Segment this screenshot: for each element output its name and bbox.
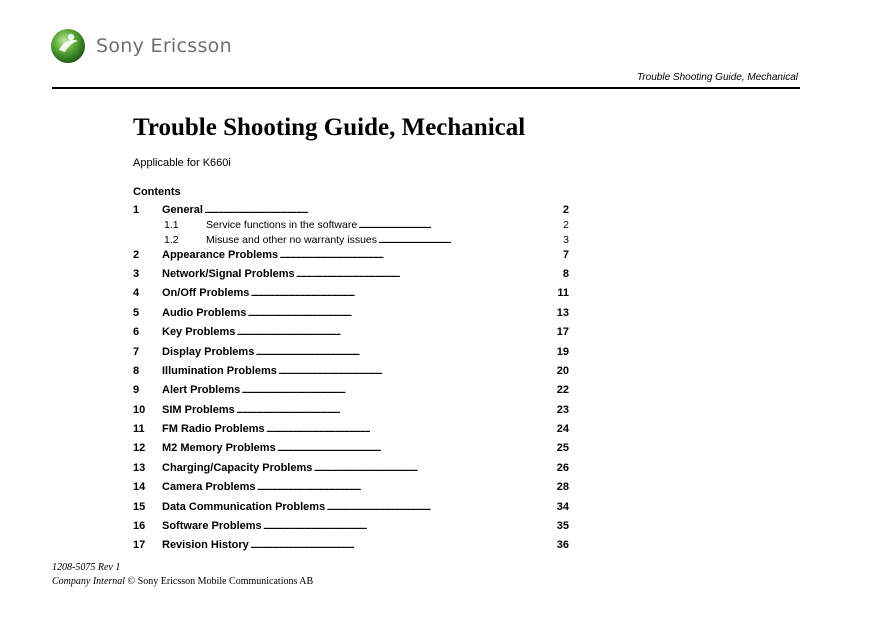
toc-entry-line [162,325,569,339]
toc-entry-number: 8 [133,364,140,377]
running-header-title: Trouble Shooting Guide, Mechanical [636,72,798,83]
toc-entry-line [162,267,569,281]
toc-dot-leader [247,306,555,320]
toc-entry-line [162,480,569,494]
header-divider [52,87,800,89]
toc-entry-number: 1.2 [164,233,179,246]
toc-entry[interactable] [133,403,569,422]
toc-entry-number: 14 [133,481,146,494]
toc-entry-title[interactable]: FM Radio Problems [162,423,265,436]
toc-entry-page[interactable]: 36 [556,539,569,552]
sony-ericsson-globe-icon [50,28,86,64]
brand-logo [50,28,232,64]
toc-entry[interactable] [133,345,569,364]
toc-entry-number: 4 [133,287,140,300]
toc-entry[interactable] [133,500,569,519]
toc-dot-leader [204,203,562,217]
toc-entry-title[interactable]: Camera Problems [162,481,256,494]
toc-dot-leader [255,345,555,359]
toc-entry-page[interactable]: 25 [556,442,569,455]
toc-entry-line [162,422,569,436]
toc-dot-leader [278,364,556,378]
toc-entry-title[interactable]: Illumination Problems [162,364,277,377]
toc-dot-leader [241,383,556,397]
toc-entry-page[interactable]: 7 [562,248,569,261]
toc-entry-title[interactable]: General [162,204,203,216]
toc-entry-page[interactable]: 3 [563,233,569,246]
toc-dot-leader [257,480,556,494]
toc-entry-title[interactable]: M2 Memory Problems [162,442,276,455]
toc-entry-page[interactable]: 26 [556,461,569,474]
toc-entry-page[interactable]: 23 [556,403,569,416]
document-subtitle: Applicable for K660i [133,157,231,169]
toc-dot-leader [236,325,555,339]
toc-entry-page[interactable]: 17 [556,326,569,339]
brand-name: Sony Ericsson [96,35,232,57]
toc-entry-page[interactable]: 19 [556,345,569,358]
toc-entry-line [162,441,569,455]
toc-entry-title[interactable]: Network/Signal Problems [162,267,295,280]
toc-entry-title[interactable]: Alert Problems [162,384,241,397]
toc-dot-leader [313,461,555,475]
toc-entry[interactable] [133,364,569,383]
toc-dot-leader [378,233,562,247]
toc-entry-number: 7 [133,345,140,358]
toc-entry[interactable] [133,461,569,480]
toc-entry-title[interactable]: SIM Problems [162,403,235,416]
contents-heading: Contents [133,186,181,198]
toc-entry-number: 16 [133,520,146,533]
toc-dot-leader [296,267,562,281]
toc-entry-number: 1.1 [164,219,179,232]
toc-entry-line [206,233,569,247]
toc-entry-line [162,383,569,397]
toc-dot-leader [236,403,556,417]
toc-dot-leader [250,286,556,300]
toc-entry-number: 13 [133,461,146,474]
toc-entry[interactable] [133,325,569,344]
toc-entry-number: 11 [133,423,145,436]
toc-entry[interactable] [133,306,569,325]
footer-company-line [52,576,313,587]
toc-entry-line [162,286,569,300]
toc-entry-number: 9 [133,384,140,397]
toc-entry-title[interactable]: Appearance Problems [162,248,279,261]
toc-entry-line [162,538,569,552]
toc-entry-line [162,248,569,262]
toc-dot-leader [277,441,556,455]
toc-entry-page[interactable]: 8 [562,267,569,280]
toc-entry[interactable] [133,233,569,248]
toc-entry-line [162,500,569,514]
toc-entry-line [162,306,569,320]
toc-dot-leader [279,248,562,262]
toc-entry-title[interactable]: Display Problems [162,345,255,358]
toc-entry-page[interactable]: 13 [556,306,569,319]
toc-entry-title[interactable]: Audio Problems [162,306,247,319]
toc-entry-title[interactable]: Charging/Capacity Problems [162,461,313,474]
toc-entry[interactable] [133,441,569,460]
table-of-contents [133,203,569,558]
toc-entry-page[interactable]: 34 [556,500,569,513]
toc-entry[interactable] [133,248,569,267]
toc-entry-page[interactable]: 2 [563,219,569,232]
document-title: Trouble Shooting Guide, Mechanical [133,114,526,141]
toc-dot-leader [263,519,556,533]
toc-entry-number: 1 [133,204,140,216]
toc-entry-number: 12 [133,442,146,455]
toc-dot-leader [358,218,562,232]
toc-entry-line [162,461,569,475]
toc-entry-title[interactable]: Data Communication Problems [162,500,326,513]
toc-entry-number: 5 [133,306,140,319]
toc-entry-line [206,218,569,232]
toc-entry-page[interactable]: 2 [562,204,569,216]
toc-entry-title[interactable]: On/Off Problems [162,287,250,300]
toc-entry[interactable] [133,538,569,557]
toc-entry-number: 3 [133,267,140,280]
toc-entry-page[interactable]: 11 [557,287,569,300]
toc-entry-number: 10 [133,403,146,416]
toc-entry[interactable] [133,267,569,286]
toc-dot-leader [326,500,556,514]
toc-entry-page[interactable]: 28 [556,481,569,494]
toc-entry[interactable] [133,519,569,538]
toc-entry-number: 15 [133,500,146,513]
toc-entry-line [162,403,569,417]
toc-entry-number: 6 [133,326,140,339]
toc-entry-title[interactable]: Misuse and other no warranty issues [206,233,377,246]
toc-entry-page[interactable]: 35 [556,520,569,533]
footer-company-internal: Company Internal [52,576,126,587]
toc-entry-number: 2 [133,248,140,261]
toc-entry-line [162,203,569,217]
toc-entry-title[interactable]: Revision History [162,539,249,552]
toc-entry-title[interactable]: Service functions in the software [206,219,358,232]
footer-doc-number: 1208-5075 Rev 1 [52,562,121,573]
toc-entry[interactable] [133,286,569,305]
toc-entry-line [162,345,569,359]
toc-entry-page[interactable]: 22 [556,384,569,397]
toc-entry-title[interactable]: Software Problems [162,520,262,533]
toc-entry-page[interactable]: 24 [556,423,569,436]
toc-entry-number: 17 [133,539,146,552]
toc-entry-line [162,364,569,378]
toc-dot-leader [250,538,556,552]
toc-entry[interactable] [133,422,569,441]
toc-entry[interactable] [133,480,569,499]
toc-dot-leader [266,422,556,436]
toc-entry-title[interactable]: Key Problems [162,326,236,339]
toc-entry-line [162,519,569,533]
footer-copyright: © Sony Ericsson Mobile Communications AB [127,576,314,587]
toc-entry-page[interactable]: 20 [556,364,569,377]
toc-entry[interactable] [133,383,569,402]
toc-entry[interactable] [133,218,569,233]
